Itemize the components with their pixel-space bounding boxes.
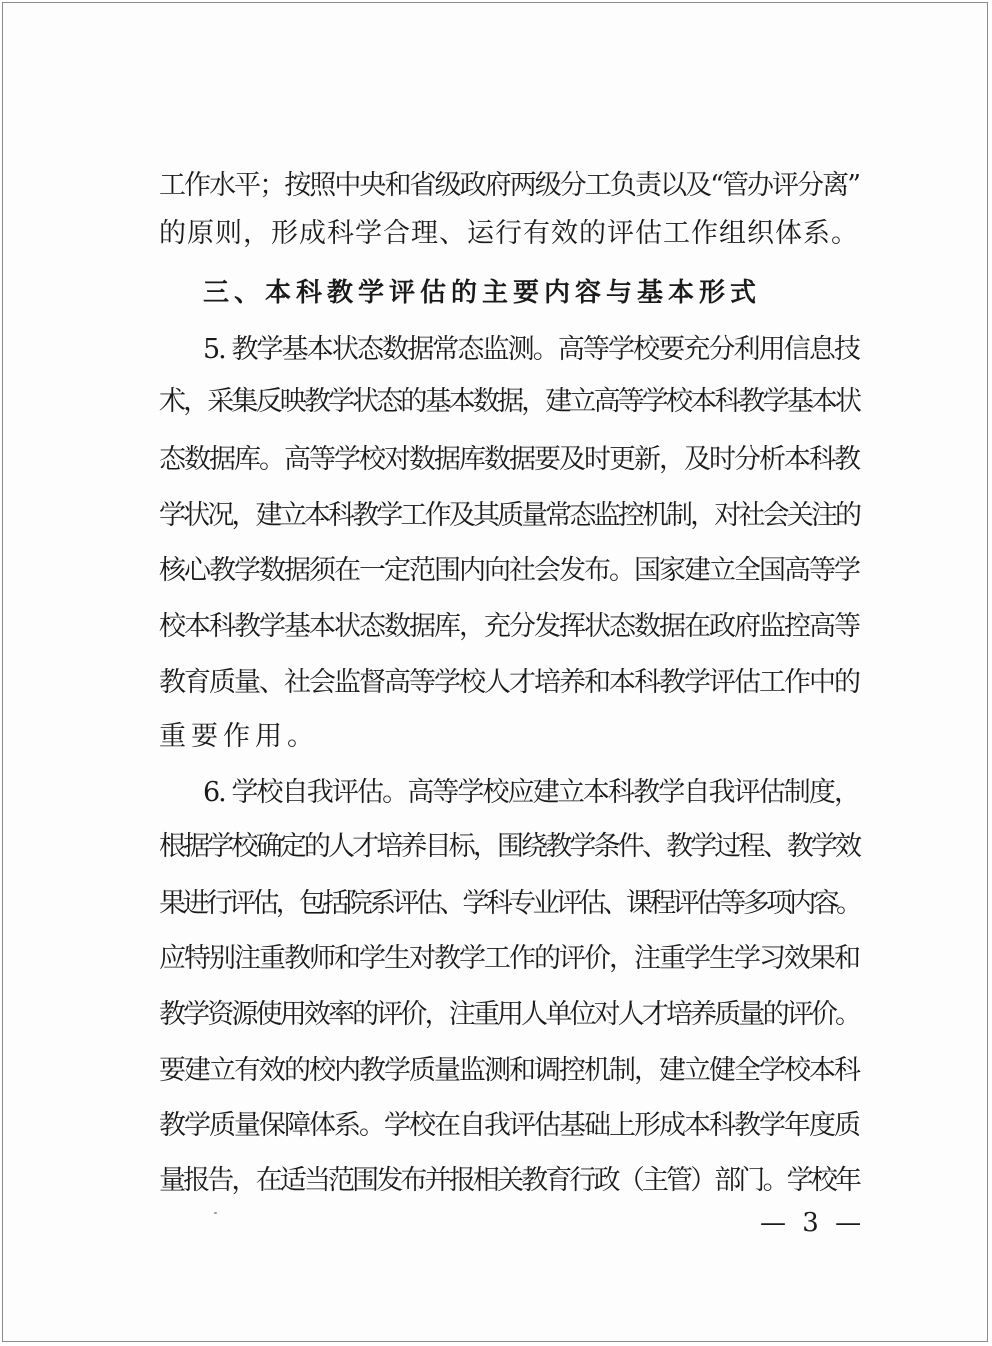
line-6 <box>159 432 859 488</box>
body-line: 态数据库。高等学校对数据库数据要及时更新，及时分析本科教 <box>159 444 859 475</box>
body-line: 量报告，在适当范围发布并报相关教育行政（主管）部门。学校年 <box>159 1165 859 1196</box>
line-17 <box>159 1043 859 1099</box>
body-line: 教育质量、社会监督高等学校人才培养和本科教学评估工作中的 <box>159 667 859 698</box>
line-10 <box>159 655 859 711</box>
body-line: 术，采集反映教学状态的基本数据，建立高等学校本科教学基本状 <box>159 386 859 417</box>
body-line: 教学质量保障体系。学校在自我评估基础上形成本科教学年度质 <box>159 1110 859 1141</box>
body-line: 要建立有效的校内教学质量监测和调控机制，建立健全学校本科 <box>159 1055 859 1086</box>
body-line: 根据学校确定的人才培养目标，围绕教学条件、教学过程、教学效 <box>159 831 859 862</box>
body-line: 校本科教学基本状态数据库，充分发挥状态数据在政府监控高等 <box>159 611 859 642</box>
line-16 <box>159 987 859 1043</box>
body-line: 工作水平；按照中央和省级政府两级分工负责以及“管办评分离” <box>159 170 859 201</box>
para-5-start <box>203 322 859 378</box>
line-14 <box>159 876 859 932</box>
line-9 <box>159 599 859 655</box>
page-number: — 3 — <box>760 1208 866 1238</box>
line-5 <box>159 374 859 430</box>
body-line: 应特别注重教师和学生对教学工作的评价，注重学生学习效果和 <box>159 943 859 974</box>
section-heading-3 <box>203 265 903 321</box>
para-6-start <box>203 765 859 821</box>
scan-speck <box>214 1212 217 1214</box>
body-line: 果进行评估，包括院系评估、学科专业评估、课程评估等多项内容。 <box>159 888 859 919</box>
line-7 <box>159 488 859 544</box>
body-line: 5. 教学基本状态数据常态监测。高等学校要充分利用信息技 <box>203 334 859 365</box>
line-13 <box>159 819 859 875</box>
body-line: 核心教学数据须在一定范围内向社会发布。国家建立全国高等学 <box>159 555 859 586</box>
body-line: 重要作用。 <box>159 721 319 752</box>
line-2 <box>159 206 859 262</box>
line-15 <box>159 931 859 987</box>
line-18 <box>159 1098 859 1154</box>
body-line: 的原则，形成科学合理、运行有效的评估工作组织体系。 <box>159 218 859 249</box>
body-line: 6. 学校自我评估。高等学校应建立本科教学自我评估制度， <box>203 777 859 808</box>
section-heading: 三、本科教学评估的主要内容与基本形式 <box>203 278 762 308</box>
line-11 <box>159 709 859 765</box>
line-19 <box>159 1153 859 1209</box>
body-line: 教学资源使用效率的评价，注重用人单位对人才培养质量的评价。 <box>159 999 859 1030</box>
body-line: 学状况，建立本科教学工作及其质量常态监控机制，对社会关注的 <box>159 500 859 531</box>
line-8 <box>159 543 859 599</box>
